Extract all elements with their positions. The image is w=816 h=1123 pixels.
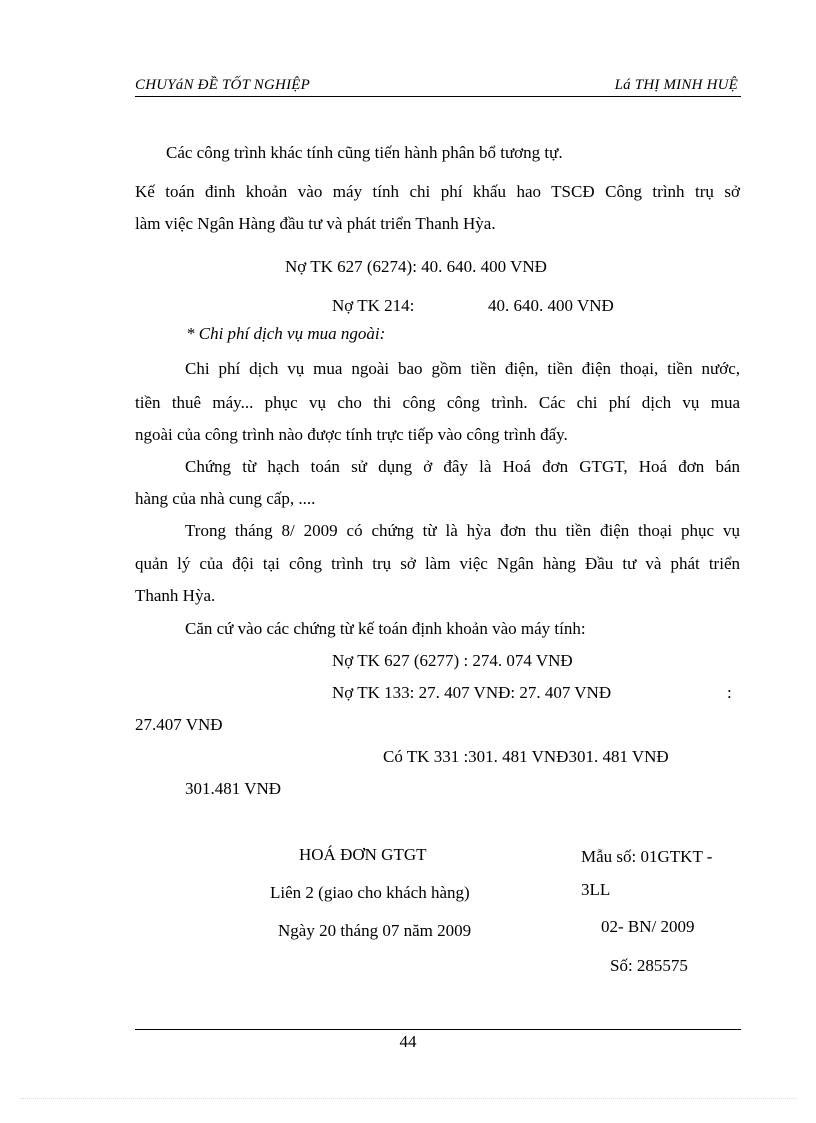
paragraph-4-line-2: hàng của nhà cung cấp, .... [135,489,316,508]
entry-2-tax-colon: : [727,683,732,702]
invoice-form-number-line-2: 3LL [581,880,611,899]
paragraph-2-line-2: làm việc Ngân Hàng đầu tư và phát triển Thanh Hỳa. [135,214,496,233]
page-number: 44 [399,1032,417,1051]
header-rule [135,96,741,97]
invoice-copy: Liên 2 (giao cho khách hàng) [270,883,470,902]
header-right-author: Lá THỊ MINH HUỆ [614,77,738,93]
entry-2-tax: Nợ TK 133: 27. 407 VNĐ: 27. 407 VNĐ [332,683,612,702]
paragraph-4-line-1: Chứng từ hạch toán sử dụng ở đây là Hoá đơn GTGT, Hoá đơn bán [185,457,740,476]
paragraph-5-line-2: quản lý của đội tại công trình trụ sở làm việc Ngân hàng Đầu tư và phát triển [135,554,740,573]
entry-2-credit: Có TK 331 :301. 481 VNĐ301. 481 VNĐ [383,747,669,766]
entry-2-credit-wrap: 301.481 VNĐ [185,779,282,798]
paragraph-5-line-3: Thanh Hỳa. [135,586,216,605]
invoice-form-number-line-1: Mẫu số: 01GTKT - [581,847,713,866]
paragraph-6: Căn cứ vào các chứng từ kế toán định khoản vào máy tính: [185,619,586,638]
entry-1-credit-label: Nợ TK 214: [332,296,415,315]
invoice-date: Ngày 20 tháng 07 năm 2009 [278,921,472,940]
paragraph-1: Các công trình khác tính cũng tiến hành phân bổ tương tự. [166,143,563,162]
entry-2-debit: Nợ TK 627 (6277) : 274. 074 VNĐ [332,651,573,670]
paragraph-3-line-2: tiền thuê máy... phục vụ cho thi công công trình. Các chi phí dịch vụ mua [135,393,740,412]
invoice-serial: 02- BN/ 2009 [601,917,695,936]
paragraph-2-line-1: Kế toán đinh khoản vào máy tính chi phí khấu hao TSCĐ Công trình trụ sở [135,182,740,201]
paragraph-3-line-3: ngoài của công trình nào được tính trực tiếp vào công trình đấy. [135,425,568,444]
entry-1-debit: Nợ TK 627 (6274): 40. 640. 400 VNĐ [285,257,547,276]
section-title-outsourced-services: * Chi phí dịch vụ mua ngoài: [186,324,386,343]
invoice-number: Số: 285575 [610,956,688,975]
entry-1-credit-amount: 40. 640. 400 VNĐ [488,296,614,315]
paragraph-3-line-1: Chi phí dịch vụ mua ngoài bao gồm tiền điện, tiền điện thoại, tiền nước, [185,359,740,378]
paragraph-5-line-1: Trong tháng 8/ 2009 có chứng từ là hỳa đơn thu tiền điện thoại phục vụ [185,521,740,540]
footer-rule [135,1029,741,1030]
invoice-title: HOÁ ĐƠN GTGT [299,845,427,864]
entry-2-tax-wrap: 27.407 VNĐ [135,715,223,734]
page-edge-dotted-line [20,1098,796,1099]
header-left-title: CHUYáN ĐỀ TỐT NGHIỆP [135,77,310,93]
